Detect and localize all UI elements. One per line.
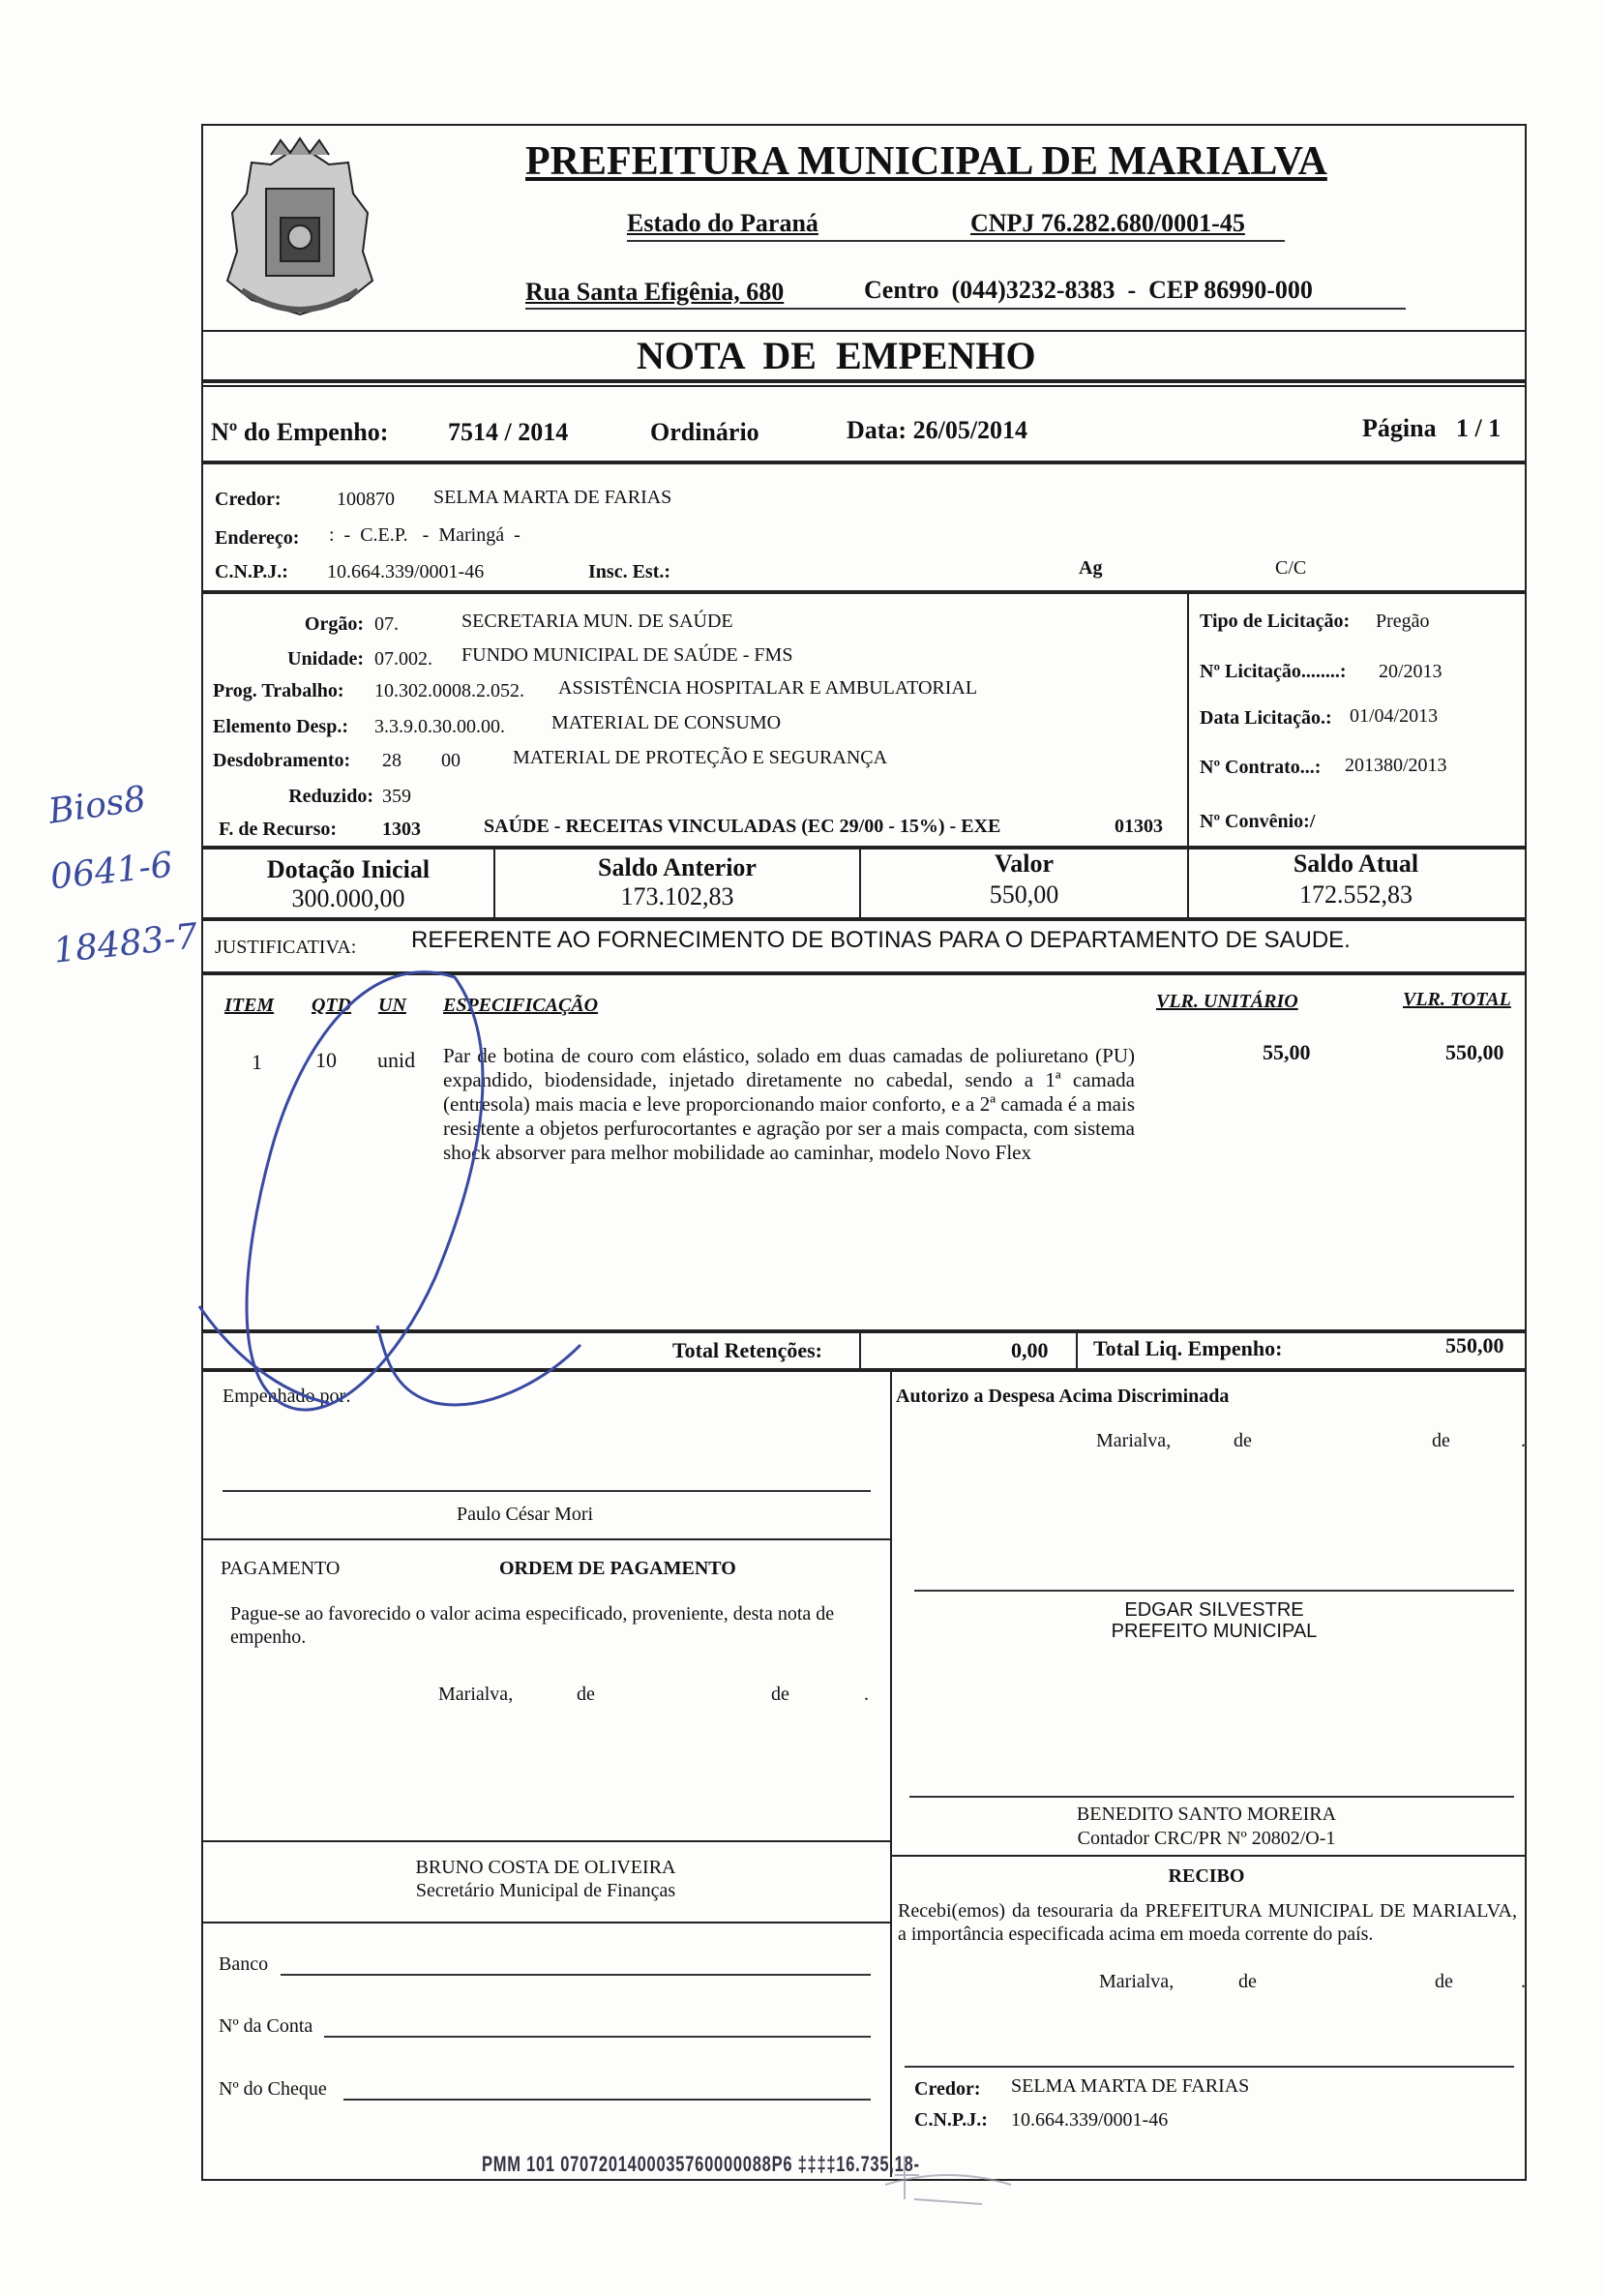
valor-value: 550,00 [989,880,1059,909]
orgao-name: SECRETARIA MUN. DE SAÚDE [461,611,733,632]
retencoes-value: 0,00 [1011,1338,1049,1362]
contrato-label: Nº Contrato...: [1200,757,1322,778]
saldo-anterior-value: 173.102,83 [620,882,734,910]
cheque-line [343,2099,871,2101]
recibo-sign-line [905,2066,1514,2068]
insc-label: Insc. Est.: [588,561,671,582]
contrato-value: 201380/2013 [1345,755,1447,776]
pague-dot: . [864,1684,869,1705]
page-label: Página [1362,414,1437,442]
empenho-double-line [201,385,1525,387]
credor-code: 100870 [337,489,395,510]
prefeito-name: EDGAR SILVESTRE [1124,1599,1304,1621]
recibo-de-1: de [1238,1971,1257,1992]
recibo-cnpj-label: C.N.P.J.: [914,2109,988,2131]
row-total-value: 550,00 [1445,1040,1504,1064]
prog-code: 10.302.0008.2.052. [374,680,524,701]
empenhado-name: Paulo César Mori [457,1504,594,1525]
saldo-anterior-label: Saldo Anterior [598,853,757,881]
empenho-date: Data: 26/05/2014 [847,416,1028,444]
tipo-licitacao-value: Pregão [1376,611,1430,632]
saldo-atual-label: Saldo Atual [1293,850,1419,878]
elem-name: MATERIAL DE CONSUMO [551,712,782,733]
saldo-atual-value: 172.552,83 [1299,880,1413,909]
row-unit-value: 55,00 [1263,1040,1311,1064]
prefeito-sign-line [914,1590,1514,1592]
cnpj-value: 10.664.339/0001-46 [327,561,485,582]
reduzido-value: 359 [382,786,411,807]
totals-div-2 [1076,1331,1078,1368]
empenho-type: Ordinário [650,418,759,446]
unidade-code: 07.002. [374,648,432,670]
secretario-title: Secretário Municipal de Finanças [415,1880,676,1901]
row-qtd: 10 [315,1048,337,1072]
recurso-code: 1303 [382,819,421,840]
handwritten-note-2: 0641-6 [48,845,175,898]
recibo-credor-name: SELMA MARTA DE FARIAS [1011,2075,1250,2097]
autorizo-de-1: de [1234,1430,1252,1451]
pague-text: Pague-se ao favorecido o valor acima especificado, proveniente, desta nota de empenho. [230,1603,835,1648]
ag-label: Ag [1079,557,1103,579]
elem-code: 3.3.9.0.30.00.00. [374,716,505,737]
ordem-pagamento-label: ORDEM DE PAGAMENTO [499,1558,736,1579]
licitacao-date-value: 01/04/2013 [1350,705,1439,727]
col-un-header: UN [378,995,406,1016]
tipo-licitacao-label: Tipo de Licitação: [1200,611,1351,632]
unidade-label: Unidade: [287,648,364,670]
empenhado-sign-line [223,1490,871,1492]
signature-scribble [193,958,619,1442]
left-split-2 [201,1840,890,1842]
desd-code: 28 [382,750,402,771]
state-underline [627,240,1285,242]
handwritten-note-3: 18483-7 [51,916,200,971]
empenho-number: 7514 / 2014 [448,418,569,446]
credor-label: Credor: [215,489,282,510]
valor-label: Valor [994,850,1055,878]
desd-code2: 00 [441,750,461,771]
credor-name: SELMA MARTA DE FARIAS [433,487,672,508]
col-qtd-header: QTD [312,995,352,1016]
col-unit-header: VLR. UNITÁRIO [1156,991,1298,1012]
contador-title: Contador CRC/PR Nº 20802/O-1 [1077,1828,1336,1849]
justificativa-text: REFERENTE AO FORNECIMENTO DE BOTINAS PARA O DEPARTAMENTO DE SAUDE. [411,927,1351,953]
recibo-city: Marialva, [1099,1971,1175,1992]
liquido-value: 550,00 [1445,1333,1504,1357]
cnpj-label: C.N.P.J.: [215,561,288,582]
row-spec: Par de botina de couro com elástico, solado em duas camadas de poliuretano (PU) expandido, biodensidade, injetado diretamente no cabedal, sendo a 1ª camada (entresola) mais macia e leve proporcionando maior conforto, e a 2ª camada é a mais resistente a objetos perfurocortantes e agração por ser a mais compacta, com sistema shock absorver para melhor mobilidade ao caminhar, modelo Novo Flex [443,1044,1135,1164]
recibo-cnpj-value: 10.664.339/0001-46 [1011,2109,1169,2131]
recibo-text: Recebi(emos) da tesouraria da PREFEITURA MUNICIPAL DE MARIALVA, a importância especificada acima em moeda corrente do país. [898,1900,1517,1945]
recurso-name: SAÚDE - RECEITAS VINCULADAS (EC 29/00 - 15%) - EXE [484,816,1001,837]
row-item: 1 [252,1050,262,1074]
prog-label: Prog. Trabalho: [213,680,344,701]
endereco-value: : - C.E.P. - Maringá - [329,524,520,546]
footer-code: PMM 101 0707201400035760000088P6 ‡‡‡‡16.735,18- [482,2152,920,2176]
right-split-recibo [890,1855,1525,1857]
autorizo-dot: . [1521,1430,1526,1451]
municipal-coat-of-arms [213,135,387,329]
contador-name: BENEDITO SANTO MOREIRA [1076,1804,1337,1825]
recibo-label: RECIBO [1168,1865,1245,1887]
pague-city: Marialva, [438,1684,514,1705]
stamp-mark [876,2146,1021,2214]
pague-de-2: de [771,1684,789,1705]
unidade-name: FUNDO MUNICIPAL DE SAÚDE - FMS [461,644,793,666]
address-underline [525,308,1406,310]
autorizo-city: Marialva, [1096,1430,1172,1451]
address-rest: Centro (044)3232-8383 - CEP 86990-000 [864,276,1313,304]
retencoes-label: Total Retenções: [672,1338,822,1362]
secretario-name: BRUNO COSTA DE OLIVEIRA [415,1857,676,1878]
reduzido-label: Reduzido: [288,786,373,807]
empenho-label: Nº do Empenho: [211,418,389,446]
recurso-label: F. de Recurso: [219,819,338,840]
desd-label: Desdobramento: [213,750,351,771]
col-total-header: VLR. TOTAL [1403,989,1511,1010]
page-number: 1 / 1 [1456,414,1502,442]
col-item-header: ITEM [224,995,275,1016]
cnpj-header: CNPJ 76.282.680/0001-45 [970,209,1245,237]
handwritten-note-1: Bios8 [45,779,149,832]
convenio-label: Nº Convênio:/ [1200,811,1316,832]
header-divider [201,330,1525,332]
desd-name: MATERIAL DE PROTEÇÃO E SEGURANÇA [513,747,888,768]
licitacao-number-value: 20/2013 [1379,661,1442,682]
recibo-de-2: de [1435,1971,1453,1992]
signature-split [890,1370,892,2177]
banco-label: Banco [219,1953,269,1975]
endereco-label: Endereço: [215,527,300,549]
prefeito-title: PREFEITO MUNICIPAL [1111,1621,1318,1642]
budget-divider [1187,592,1189,846]
elem-label: Elemento Desp.: [213,716,348,737]
recibo-dot: . [1521,1971,1526,1992]
prog-name: ASSISTÊNCIA HOSPITALAR E AMBULATORIAL [558,677,978,699]
conta-label: Nº da Conta [219,2015,313,2037]
contador-sign-line [909,1796,1514,1798]
liquido-label: Total Liq. Empenho: [1093,1336,1283,1360]
cc-label: C/C [1275,557,1307,579]
dotacao-label: Dotação Inicial [266,855,431,883]
autorizo-label: Autorizo a Despesa Acima Discriminada [896,1386,1230,1407]
justificativa-label: JUSTIFICATIVA: [215,937,357,958]
totals-div-1 [859,1331,861,1368]
recurso-number: 01303 [1115,816,1163,837]
state-name: Estado do Paraná [627,209,818,237]
col-spec-header: ESPECIFICAÇÃO [443,995,599,1016]
left-split-3 [201,1922,890,1923]
autorizo-de-2: de [1432,1430,1450,1451]
left-split-1 [201,1538,890,1540]
conta-line [324,2036,871,2038]
pagamento-label: PAGAMENTO [221,1558,341,1579]
orgao-code: 07. [374,613,399,635]
row-un: unid [377,1048,416,1072]
orgao-label: Orgão: [304,613,364,635]
licitacao-number-label: Nº Licitação........: [1200,661,1347,682]
cheque-label: Nº do Cheque [219,2078,327,2100]
dotacao-value: 300.000,00 [291,884,405,912]
licitacao-date-label: Data Licitação.: [1200,707,1332,729]
recibo-credor-label: Credor: [914,2078,981,2100]
page-title: PREFEITURA MUNICIPAL DE MARIALVA [525,139,1327,184]
document-title: NOTA DE EMPENHO [637,334,1036,377]
banco-line [281,1974,871,1976]
address-street: Rua Santa Efigênia, 680 [525,278,785,306]
empenhado-label: Empenhado por: [223,1386,351,1407]
pague-de-1: de [577,1684,595,1705]
